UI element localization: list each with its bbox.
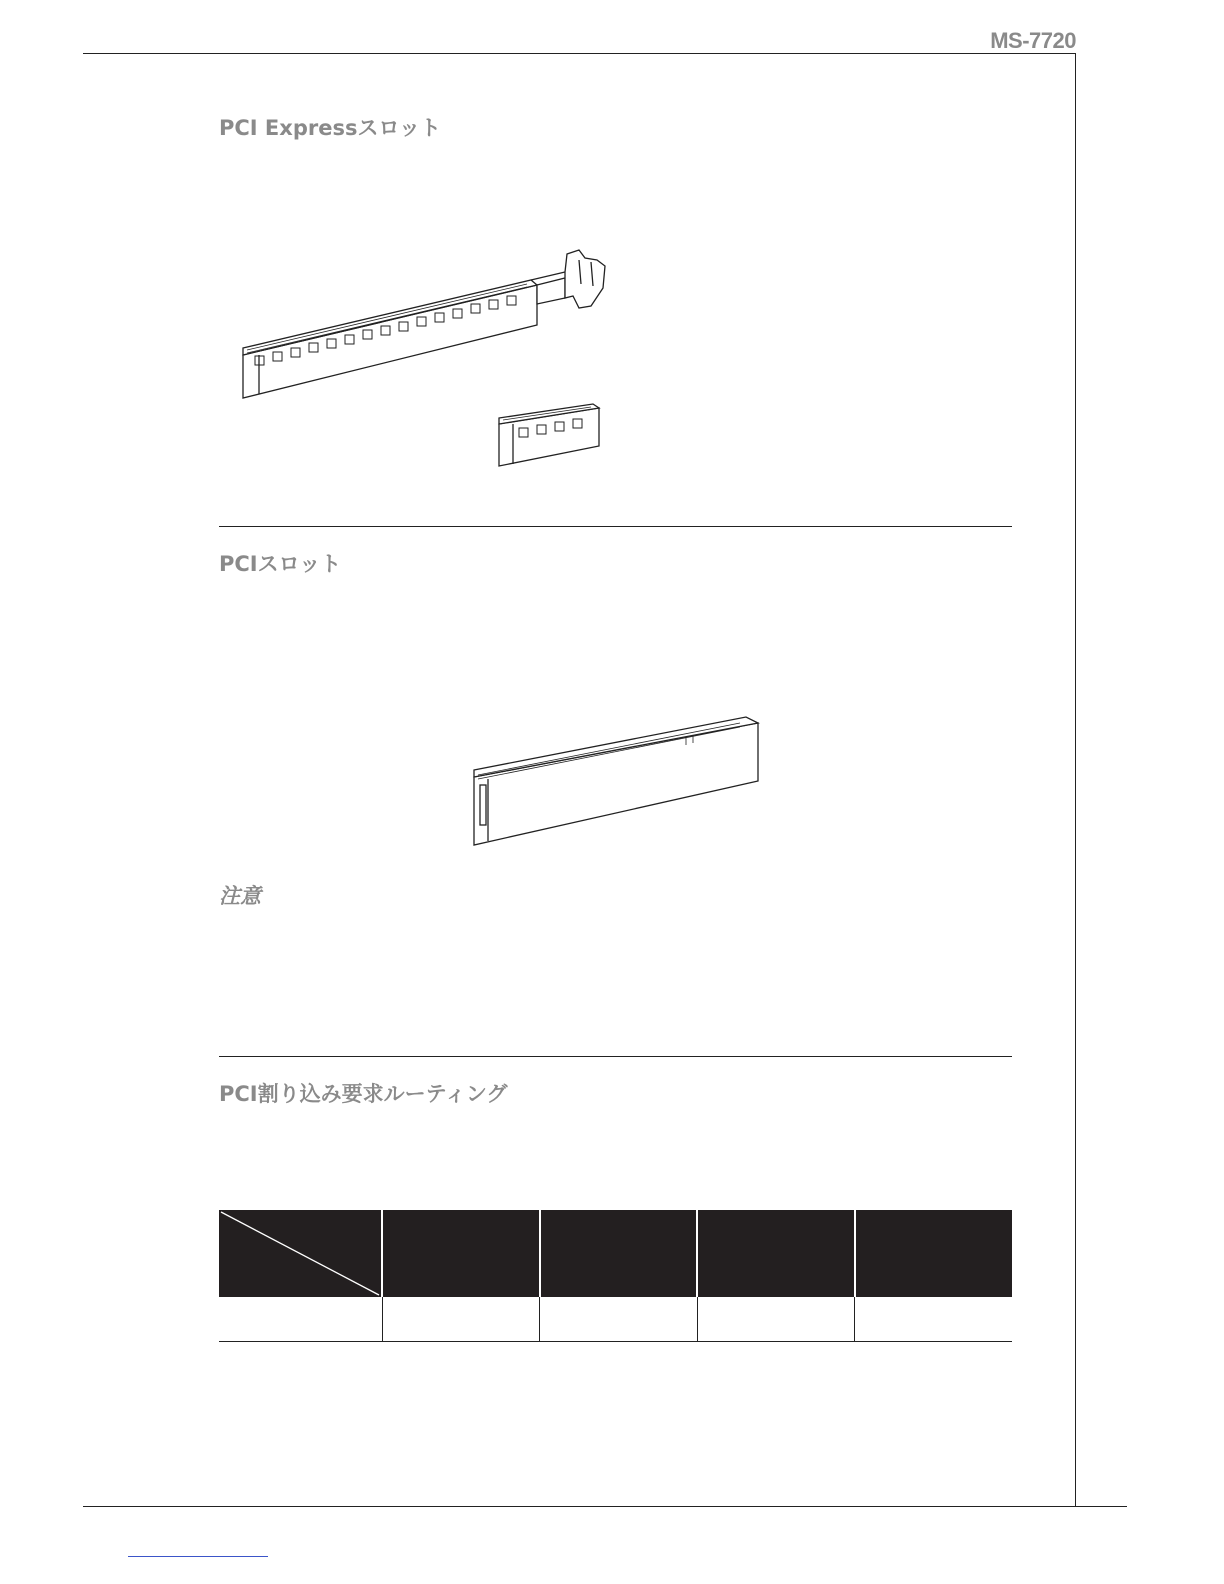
pcie-x1-slot-illustration — [495, 400, 605, 472]
section-divider — [219, 1056, 1012, 1057]
model-number: MS-7720 — [990, 28, 1076, 53]
table-cell — [219, 1297, 382, 1342]
table-cell — [540, 1297, 698, 1342]
pci-slot-illustration — [468, 705, 763, 855]
table-header-cell — [697, 1210, 855, 1297]
table-cell — [697, 1297, 855, 1342]
footer-rule — [83, 1506, 1127, 1507]
table-row — [219, 1297, 1012, 1342]
table-header-row — [219, 1210, 1012, 1297]
right-margin-rule — [1075, 53, 1076, 1507]
diagonal-divider-icon — [219, 1210, 381, 1297]
table-header-cell — [855, 1210, 1013, 1297]
note-heading: 注意 — [219, 884, 261, 908]
pcie-x16-slot-illustration — [235, 240, 625, 400]
pci-slot-heading: PCIスロット — [219, 552, 342, 576]
irq-routing-table — [219, 1210, 1012, 1342]
table-header-cell — [540, 1210, 698, 1297]
section-divider — [219, 526, 1012, 527]
pcie-slot-heading: PCI Expressスロット — [219, 116, 442, 140]
footer-link-underline[interactable] — [128, 1556, 268, 1557]
table-cell — [382, 1297, 540, 1342]
irq-routing-heading: PCI割り込み要求ルーティング — [219, 1082, 508, 1106]
table-corner-cell — [219, 1210, 382, 1297]
table-header-cell — [382, 1210, 540, 1297]
header-rule — [83, 53, 1076, 54]
table-cell — [855, 1297, 1013, 1342]
